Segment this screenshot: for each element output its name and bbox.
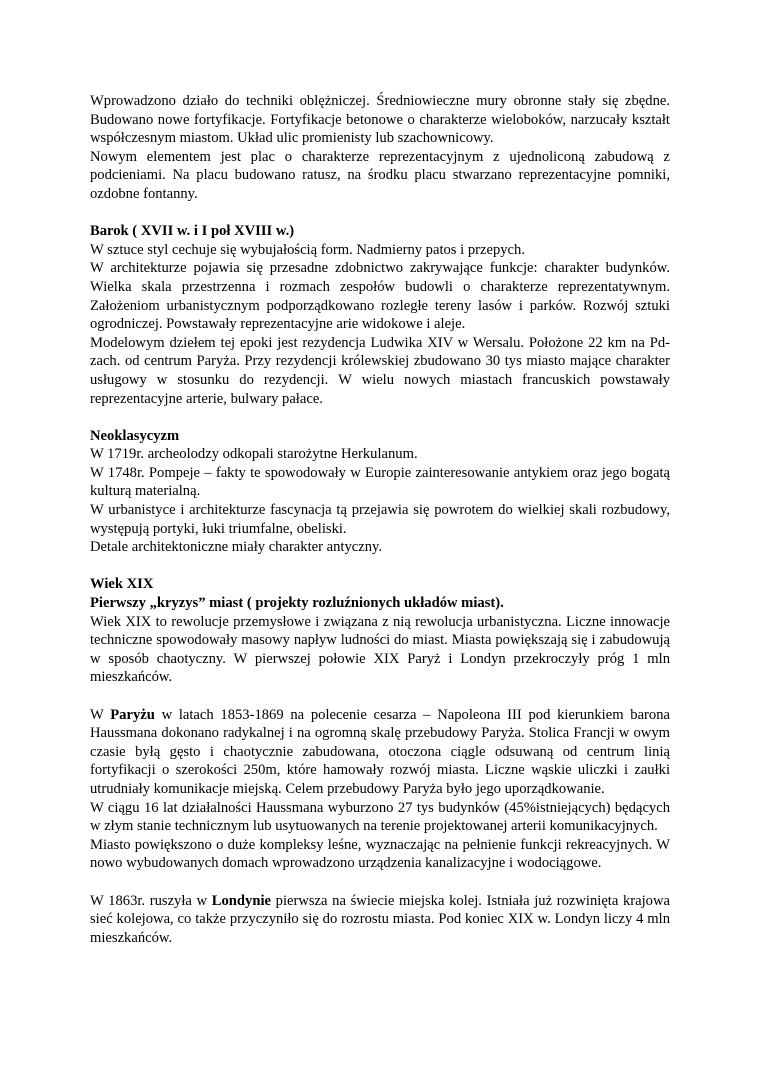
paragraph-london — [90, 892, 670, 948]
paragraph-square: Nowym elementem jest plac o charakterze reprezentacyjnym z ujednoliconą zabudową z podcieniami. Na placu budowano ratusz, na środku placu stwarzano reprezentacyjne pomniki, ozdobne fontanny. — [90, 148, 670, 202]
paragraph-forests: Miasto powiększono o duże kompleksy leśne, wyznaczając na pełnienie funkcji rekreacyjnych. W nowo wybudowanych domach wprowadzono urządzenia kanalizacyjne i wodociągowe. — [90, 836, 670, 872]
subheading-xix — [90, 594, 670, 613]
heading-neoklasycyzm — [90, 427, 670, 446]
london-bold: Londynie — [211, 892, 271, 909]
paris-pre: W — [90, 706, 111, 723]
spacer — [90, 408, 670, 427]
paris-bold: Paryżu — [110, 706, 155, 723]
heading-neoklasycyzm-text: Neoklasycyzm — [90, 427, 180, 444]
spacer — [90, 687, 670, 706]
paragraph-paris — [90, 706, 670, 799]
spacer — [90, 204, 670, 223]
spacer — [90, 557, 670, 576]
paragraph-xix-1: Wiek XIX to rewolucje przemysłowe i związana z nią rewolucja urbanistyczna. Liczne innowacje techniczne spowodowały masowy napływ ludności do miast. Miasta powiększają się i zabudowują w sposób chaotyczny. W pierwszej połowie XIX Paryż i Londyn przekroczyły próg 1 mln mieszkańców. — [90, 613, 670, 686]
heading-xix — [90, 575, 670, 594]
paragraph-neo-3: W urbanistyce i architekturze fascynacja tą przejawia się powrotem do wielkiej skali rozbudowy, występują portyki, łuki triumfalne, obeliski. — [90, 502, 670, 537]
paragraph-fortifications: Wprowadzono działo do techniki oblężniczej. Średniowieczne mury obronne stały się zbędne. Budowano nowe fortyfikacje. Fortyfikacje betonowe o charakterze wieloboków, narzucały kształt współczesnym miastom. Układ ulic promienisty lub szachownicowy. — [90, 93, 670, 147]
london-pre: W 1863r. ruszyła w — [90, 892, 212, 909]
spacer — [90, 873, 670, 892]
london-post: pierwsza na świecie miejska kolej. Istniała już rozwinięta krajowa sieć kolejowa, co także przyczyniło się do rozrostu miasta. Pod koniec XIX w. Londyn liczy 4 mln mieszkańców. — [90, 892, 670, 946]
heading-barok — [90, 222, 670, 241]
paragraph-barok-2: W architekturze pojawia się przesadne zdobnictwo zakrywające funkcje: charakter budynków. Wielka skala przestrzenna i rozmach zespołów budowli o charakterze reprezentatywnym. Założeniom urbanistycznym podporządkowano rozległe tereny lasów i parków. Rozwój sztuki ogrodniczej. Powstawały reprezentacyjne arie widokowe i aleje. — [90, 260, 670, 333]
heading-barok-text: Barok ( XVII w. i I poł XVIII w.) — [90, 223, 295, 240]
paris-post: w latach 1853-1869 na polecenie cesarza – Napoleona III pod kierunkiem barona Haussmana dokonano radykalnej i na ogromną skalę przebudowy Paryża. Stolica Francji w owym czasie byłą gęsto i chaotycznie zabudowana, otoczona ciągle odsuwaną od centrum linią fortyfikacji o szerokości 250m, które hamowały rozwój miasta. Liczne wąskie uliczki i zaułki utrudniały komunikacje miejską. Celem przebudowy Paryża było jego uporządkowanie. — [90, 706, 670, 797]
paragraph-barok-1: W sztuce styl cechuje się wybujałością form. Nadmierny patos i przepych. — [90, 241, 525, 258]
paragraph-neo-2: W 1748r. Pompeje – fakty te spowodowały w Europie zainteresowanie antykiem oraz jego bogatą kulturą materialną. — [90, 464, 670, 500]
paragraph-haussmann: W ciągu 16 lat działalności Haussmana wyburzono 27 tys budynków (45%istniejących) będących w złym stanie technicznym lub usytuowanych na terenie projektowanej arterii komunikacyjnych. — [90, 799, 670, 835]
paragraph-barok-3: Modelowym dziełem tej epoki jest rezydencja Ludwika XIV w Wersalu. Położone 22 km na Pd-zach. od centrum Paryża. Przy rezydencji królewskiej zbudowano 30 tys miasto mające charakter usługowy w stosunku do rezydencji. W wielu nowych miastach francuskich powstawały reprezentacyjne arterie, bulwary pałace. — [90, 334, 670, 407]
subheading-xix-text: Pierwszy „kryzys” miast ( projekty rozluźnionych układów miast). — [90, 595, 504, 612]
paragraph-neo-1: W 1719r. archeolodzy odkopali starożytne Herkulanum. — [90, 446, 418, 463]
paragraph-neo-4: Detale architektoniczne miały charakter antyczny. — [90, 539, 382, 556]
heading-xix-text: Wiek XIX — [90, 576, 154, 593]
